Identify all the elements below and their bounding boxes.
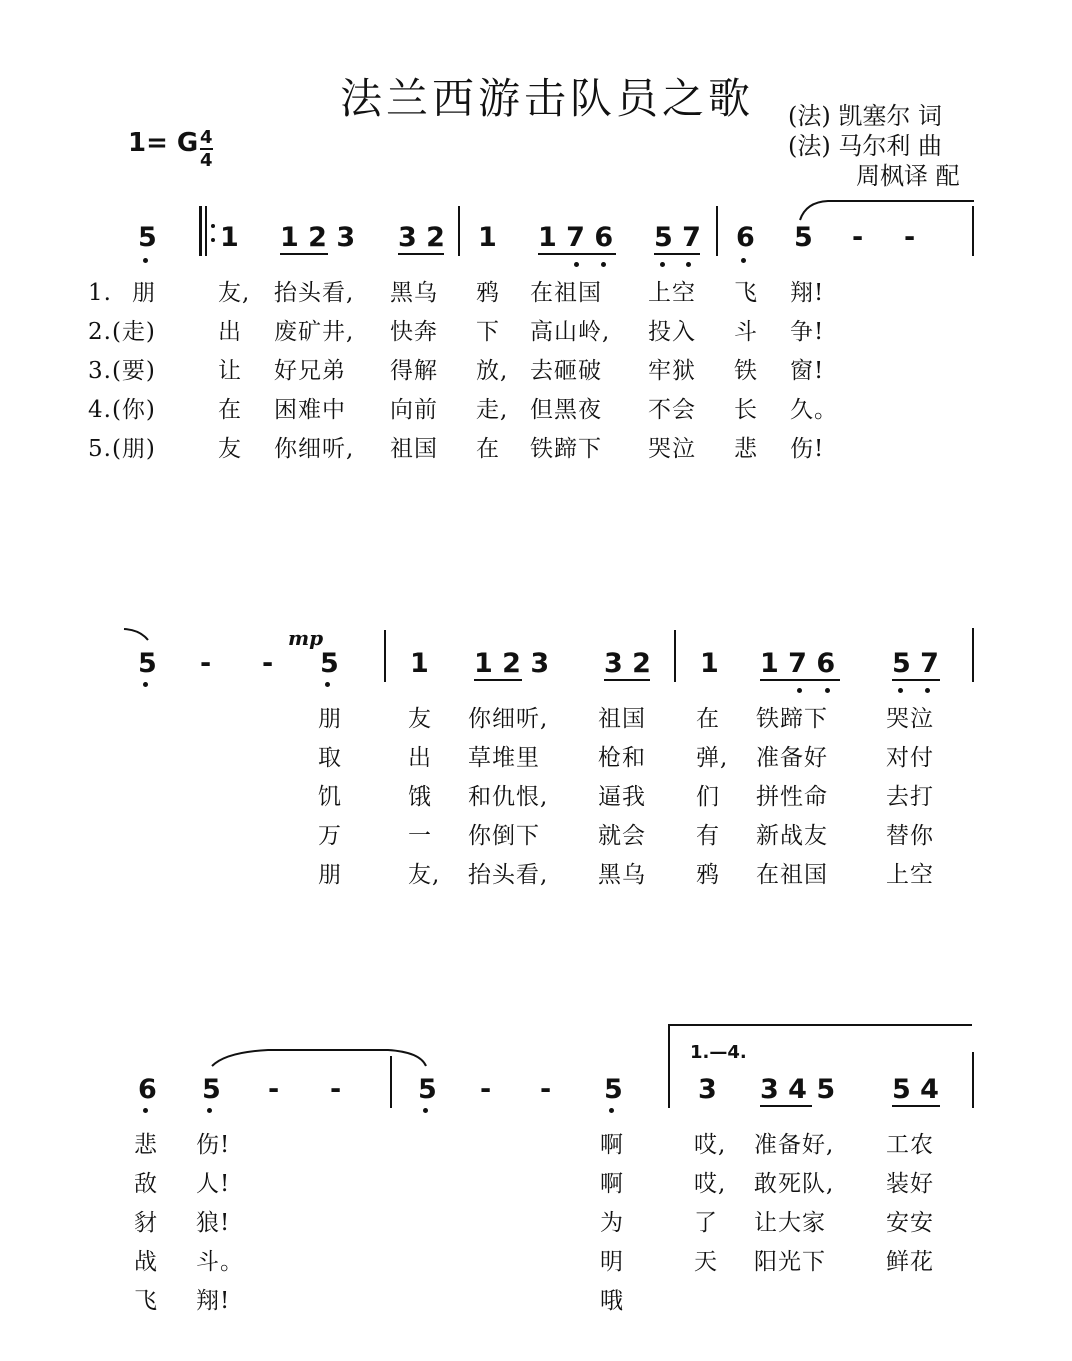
lyric-syllable: 对付 [886, 745, 934, 771]
lyric-column [468, 700, 548, 895]
lyric-syllable: 向前 [390, 397, 438, 423]
note: 6 [736, 222, 755, 253]
lyric-syllable: 在 [476, 436, 500, 462]
note: 5 [138, 648, 157, 679]
lyric-column [408, 700, 440, 895]
verse-label: 2.(走) [88, 319, 156, 345]
lyric-column [754, 1126, 834, 1282]
note-group: 1 2 3 [280, 222, 356, 253]
verse-label: 4.(你) [88, 397, 156, 423]
lyric-syllable: 友, [218, 280, 251, 306]
lyric-column [318, 700, 342, 895]
lyric-syllable: 下 [476, 319, 500, 345]
lyric-syllable: 困难中 [274, 397, 346, 423]
lyric-syllable: 快奔 [390, 319, 438, 345]
lyric-syllable: 哭泣 [886, 706, 934, 732]
lyric-syllable: 好兄弟 [274, 358, 346, 384]
lyric-syllable: 明 [600, 1249, 624, 1275]
lyric-syllable: 准备好, [754, 1132, 835, 1158]
lyric-syllable: 上空 [886, 862, 934, 888]
key-signature: 1= G [128, 128, 199, 158]
lyric-syllable: 斗 [734, 319, 758, 345]
lyric-column [600, 1126, 624, 1321]
lyric-syllable: 窗! [790, 358, 825, 384]
lyric-syllable: 鸦 [476, 280, 500, 306]
lyric-syllable: 黑乌 [390, 280, 438, 306]
lyric-syllable: 在祖国 [756, 862, 828, 888]
lyric-syllable: 狼! [196, 1210, 231, 1236]
note-group: 3 2 [604, 648, 651, 679]
note-group: 5 7 [892, 648, 939, 679]
lyric-syllable: 争! [790, 319, 825, 345]
lyric-syllable: 替你 [886, 823, 934, 849]
tie-continuation [122, 626, 152, 644]
lyric-syllable: 出 [408, 745, 432, 771]
lyric-column [886, 1126, 934, 1282]
lyric-syllable: 新战友 [756, 823, 828, 849]
note-group: 1 7 6 [760, 648, 836, 679]
dash: - [540, 1074, 552, 1105]
note: 1 [478, 222, 497, 253]
lyric-syllable: 鲜花 [886, 1249, 934, 1275]
lyric-syllable: 为 [600, 1210, 624, 1236]
lyric-syllable: 哦 [600, 1288, 624, 1314]
lyric-column [598, 700, 646, 895]
lyric-syllable: 敢死队, [754, 1171, 835, 1197]
lyric-column [196, 1126, 244, 1321]
lyric-syllable: 万 [318, 823, 342, 849]
lyric-syllable: 久。 [790, 397, 838, 423]
lyric-syllable: 放, [476, 358, 509, 384]
lyric-syllable: 翔! [196, 1288, 231, 1314]
lyric-syllable: 得解 [390, 358, 438, 384]
lyric-column [886, 700, 934, 895]
lyric-syllable: 飞 [134, 1288, 158, 1314]
lyric-syllable: 天 [694, 1249, 718, 1275]
lyric-syllable: 投入 [648, 319, 696, 345]
lyric-syllable: 悲 [134, 1132, 158, 1158]
note: 1 [700, 648, 719, 679]
note: 5 [794, 222, 813, 253]
lyric-syllable: 在 [218, 397, 242, 423]
dash: - [480, 1074, 492, 1105]
lyric-syllable: 安安 [886, 1210, 934, 1236]
lyric-syllable: 豺 [134, 1210, 158, 1236]
note: 5 [604, 1074, 623, 1105]
lyric-syllable: 上空 [648, 280, 696, 306]
lyric-syllable: 鸦 [696, 862, 720, 888]
time-signature [200, 128, 213, 170]
dash: - [852, 222, 864, 253]
lyric-syllable: 你细听, [274, 436, 355, 462]
lyric-syllable: 饥 [318, 784, 342, 810]
lyric-syllable: 在 [696, 706, 720, 732]
lyric-syllable: 哭泣 [648, 436, 696, 462]
note: 6 [138, 1074, 157, 1105]
verse-label: 1. [88, 280, 112, 306]
dash: - [262, 648, 274, 679]
lyric-syllable: 有 [696, 823, 720, 849]
lyric-syllable: 取 [318, 745, 342, 771]
composer-credit: (法) 马尔利 曲 [788, 132, 942, 160]
lyric-syllable: 哎, [694, 1171, 727, 1197]
lyric-syllable: 和仇恨, [468, 784, 549, 810]
lyric-syllable: 走, [476, 397, 509, 423]
note: 5 [202, 1074, 221, 1105]
lyric-column [694, 1126, 726, 1282]
lyric-syllable: 拼性命 [756, 784, 828, 810]
lyric-syllable: 牢狱 [648, 358, 696, 384]
lyric-syllable: 伤! [196, 1132, 231, 1158]
lyric-syllable: 你倒下 [468, 823, 540, 849]
note-group: 5 7 [654, 222, 701, 253]
note-group: 1 2 3 [474, 648, 550, 679]
lyric-syllable: 人! [196, 1171, 231, 1197]
lyric-syllable: 啊 [600, 1171, 624, 1197]
note: 5 [320, 648, 339, 679]
verse-label: 3.(要) [88, 358, 156, 384]
lyric-syllable: 了 [694, 1210, 718, 1236]
lyric-syllable: 斗。 [196, 1249, 244, 1275]
lyric-syllable: 铁蹄下 [530, 436, 602, 462]
lyric-syllable: 祖国 [390, 436, 438, 462]
verse-label: 5.(朋) [88, 436, 156, 462]
dash: - [904, 222, 916, 253]
lyric-syllable: 铁蹄下 [756, 706, 828, 732]
lyric-syllable: 在祖国 [530, 280, 602, 306]
lyric-syllable: 抬头看, [274, 280, 355, 306]
lyric-syllable: 去打 [886, 784, 934, 810]
lyric-syllable: 友 [218, 436, 242, 462]
note: 3 [698, 1074, 717, 1105]
lyric-syllable: 废矿井, [274, 319, 355, 345]
lyric-syllable: 去砸破 [530, 358, 602, 384]
lyric-syllable: 让 [218, 358, 242, 384]
lyric-syllable: 你细听, [468, 706, 549, 732]
lyric-syllable: 祖国 [598, 706, 646, 732]
lyric-syllable: 们 [696, 784, 720, 810]
lyric-syllable: 友 [408, 706, 432, 732]
note: 5 [418, 1074, 437, 1105]
note: 1 [220, 222, 239, 253]
dash: - [330, 1074, 342, 1105]
lyric-syllable: 让大家 [754, 1210, 826, 1236]
lyric-syllable: 弹, [696, 745, 729, 771]
dash: - [200, 648, 212, 679]
volta-ending: 1.—4. [690, 1042, 747, 1063]
lyric-syllable: 枪和 [598, 745, 646, 771]
lyric-syllable: 工农 [886, 1132, 934, 1158]
note-group: 5 4 [892, 1074, 939, 1105]
lyric-syllable: 友, [408, 862, 441, 888]
time-signature-bottom: 4 [200, 150, 213, 171]
note: 1 [410, 648, 429, 679]
note: 5 [138, 222, 157, 253]
lyric-syllable: 抬头看, [468, 862, 549, 888]
lyric-column [134, 1126, 158, 1321]
lyric-syllable: 长 [734, 397, 758, 423]
note-group: 3 2 [398, 222, 445, 253]
lyric-syllable: 伤! [790, 436, 825, 462]
lyric-syllable: 黑乌 [598, 862, 646, 888]
lyric-syllable: 战 [134, 1249, 158, 1275]
lyric-syllable: 就会 [598, 823, 646, 849]
lyric-syllable: 朋 [318, 706, 342, 732]
tie-slur [798, 198, 976, 224]
note-group: 1 7 6 [538, 222, 614, 253]
lyric-syllable: 阳光下 [754, 1249, 826, 1275]
lyric-syllable: 草堆里 [468, 745, 540, 771]
time-signature-top: 4 [200, 127, 213, 148]
lyric-syllable: 铁 [734, 358, 758, 384]
lyric-syllable: 高山岭, [530, 319, 611, 345]
lyric-syllable: 一 [408, 823, 432, 849]
lyric-syllable: 哎, [694, 1132, 727, 1158]
lyric-syllable: 朋 [132, 280, 156, 306]
lyric-syllable: 但黑夜 [530, 397, 602, 423]
lyric-syllable: 翔! [790, 280, 825, 306]
dynamics-marking: mp [288, 626, 324, 650]
dash: - [268, 1074, 280, 1105]
lyricist-credit: (法) 凯塞尔 词 [788, 102, 942, 130]
lyric-syllable: 飞 [734, 280, 758, 306]
song-title: 法兰西游击队员之歌 [340, 74, 755, 123]
lyric-syllable: 出 [218, 319, 242, 345]
lyric-syllable: 朋 [318, 862, 342, 888]
lyric-syllable: 不会 [648, 397, 696, 423]
lyric-syllable: 啊 [600, 1132, 624, 1158]
lyric-syllable: 装好 [886, 1171, 934, 1197]
lyric-syllable: 饿 [408, 784, 432, 810]
lyric-syllable: 逼我 [598, 784, 646, 810]
tie-slur [208, 1046, 430, 1070]
lyric-syllable: 准备好 [756, 745, 828, 771]
lyric-syllable: 悲 [734, 436, 758, 462]
lyric-column [696, 700, 728, 895]
lyric-syllable: 敌 [134, 1171, 158, 1197]
note-group: 3 4 5 [760, 1074, 836, 1105]
arranger-credit: 周枫译 配 [856, 162, 960, 190]
lyric-column [756, 700, 828, 895]
